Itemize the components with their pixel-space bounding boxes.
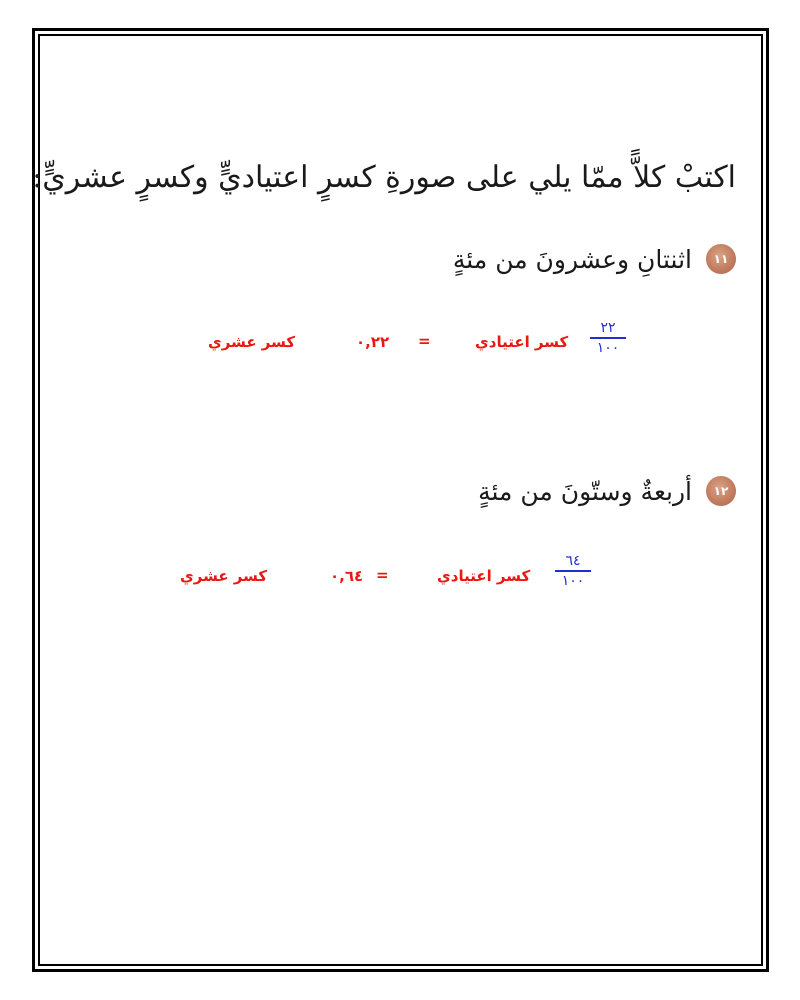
fraction-numerator: ٦٤ bbox=[565, 553, 581, 569]
decimal-value: ٠,٦٤ bbox=[330, 567, 364, 585]
common-fraction bbox=[555, 553, 591, 588]
decimal-value: ٠,٢٢ bbox=[356, 333, 390, 351]
fraction-numerator: ٢٢ bbox=[600, 320, 616, 336]
common-fraction bbox=[590, 320, 626, 355]
fraction-bar bbox=[590, 337, 626, 339]
fraction-denominator: ١٠٠ bbox=[596, 339, 620, 356]
question-text: اثنتانِ وعشرونَ من مئةٍ bbox=[452, 244, 692, 274]
common-fraction-label: كسر اعتيادي bbox=[437, 567, 531, 585]
question-number-badge: ١٢ bbox=[706, 476, 736, 506]
question-text: أربعةٌ وستّونَ من مئةٍ bbox=[478, 476, 692, 506]
equals-sign: = bbox=[376, 566, 389, 584]
equals-sign: = bbox=[418, 332, 431, 350]
exercise-instruction: اكتبْ كلاًّ ممّا يلي على صورةِ كسرٍ اعتياديٍّ وكسرٍ عشريٍّ: bbox=[32, 160, 736, 195]
decimal-fraction-label: كسر عشري bbox=[180, 567, 268, 585]
question-12 bbox=[478, 476, 736, 506]
question-number-badge: ١١ bbox=[706, 244, 736, 274]
question-11 bbox=[453, 244, 736, 274]
decimal-fraction-label: كسر عشري bbox=[208, 333, 296, 351]
fraction-bar bbox=[555, 570, 591, 572]
common-fraction-label: كسر اعتيادي bbox=[475, 333, 569, 351]
fraction-denominator: ١٠٠ bbox=[561, 572, 585, 589]
